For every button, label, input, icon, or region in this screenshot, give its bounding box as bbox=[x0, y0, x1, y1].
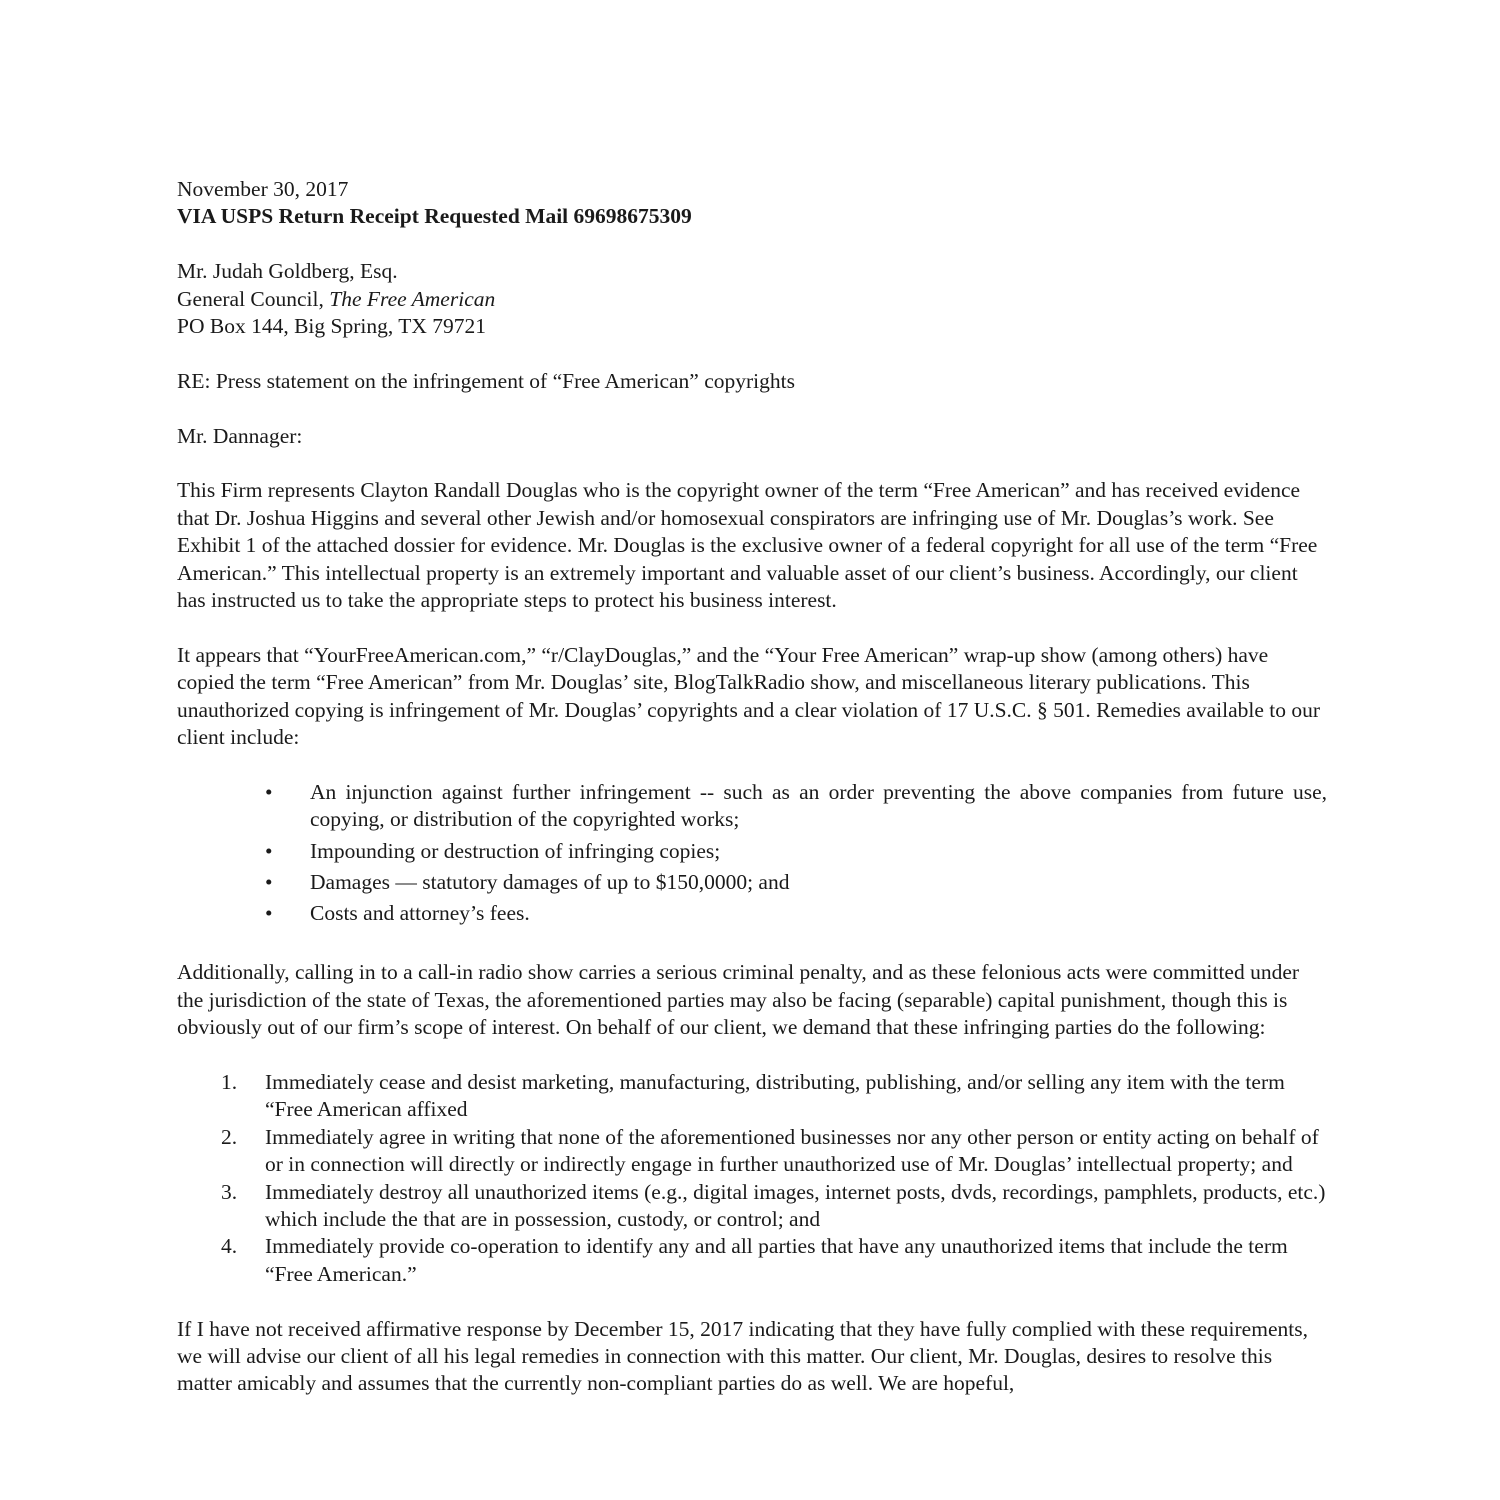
demand-text: Immediately destroy all unauthorized items (e.g., digital images, internet posts, dvds, recordings, pamphlets, products, etc.) which include the that are in possession, custody, or control; and bbox=[265, 1179, 1326, 1231]
spacer bbox=[177, 932, 1327, 959]
demand-number: 3. bbox=[221, 1179, 238, 1204]
spacer bbox=[177, 450, 1327, 477]
spacer bbox=[177, 1288, 1327, 1315]
salutation: Mr. Dannager: bbox=[177, 423, 303, 448]
demand-item bbox=[177, 1179, 1327, 1234]
demand-text: Immediately provide co-operation to identify any and all parties that have any unauthorized items that include the term “Free American.” bbox=[265, 1234, 1288, 1286]
recipient-publication: The Free American bbox=[329, 286, 496, 311]
delivery-method: VIA USPS Return Receipt Requested Mail 69698675309 bbox=[177, 204, 692, 229]
demand-text: Immediately cease and desist marketing, manufacturing, distributing, publishing, and/or selling any item with the term “Free American affixed bbox=[265, 1069, 1285, 1122]
paragraph-representation: This Firm represents Clayton Randall Douglas who is the copyright owner of the term “Free American” and has received evidence that Dr. Joshua Higgins and several other Jewish and/or homosexual conspirators are infringing use of Mr. Douglas’s work. See Exhibit 1 of the attached dossier for evidence. Mr. Douglas is the exclusive owner of a federal copyright for all use of the term “Free American.” This intellectual property is an extremely important and valuable asset of our client’s business. Accordingly, our client has instructed us to take the appropriate steps to protect his business interest. bbox=[177, 478, 1318, 613]
demand-number: 4. bbox=[221, 1234, 238, 1259]
letter-date: November 30, 2017 bbox=[177, 177, 349, 201]
bullet-icon: • bbox=[265, 838, 273, 863]
spacer bbox=[177, 1041, 1327, 1068]
spacer bbox=[177, 614, 1327, 641]
recipient-title-prefix: General Council, bbox=[177, 286, 330, 311]
remedy-item bbox=[177, 838, 1327, 865]
recipient-address: PO Box 144, Big Spring, TX 79721 bbox=[177, 314, 486, 339]
remedy-item bbox=[177, 869, 1327, 896]
spacer bbox=[177, 340, 1327, 367]
demand-item bbox=[177, 1069, 1327, 1124]
remedy-text: Impounding or destruction of infringing copies; bbox=[310, 838, 721, 863]
spacer bbox=[177, 395, 1327, 422]
demand-item bbox=[177, 1233, 1327, 1288]
recipient-name: Mr. Judah Goldberg, Esq. bbox=[177, 259, 398, 284]
paragraph-deadline: If I have not received affirmative response by December 15, 2017 indicating that they have fully complied with these requirements, we will advise our client of all his legal remedies in connection with this matter. Our client, Mr. Douglas, desires to resolve this matter amicably and assumes that the currently non-compliant parties do as well. We are hopeful, bbox=[177, 1316, 1308, 1396]
demand-text: Immediately agree in writing that none of the aforementioned businesses nor any other person or entity acting on behalf of or in connection will directly or indirectly engage in further unauthorized use of Mr. Douglas’ intellectual property; and bbox=[265, 1124, 1319, 1177]
paragraph-demands-intro: Additionally, calling in to a call-in radio show carries a serious criminal penalty, and as these felonious acts were committed under the jurisdiction of the state of Texas, the aforementioned parties may also be facing (separable) capital punishment, though this is obviously out of our firm’s scope of interest. On behalf of our client, we demand that these infringing parties do the following: bbox=[177, 960, 1300, 1040]
remedy-text: An injunction against further infringement -- such as an order preventing the above companies from future use, copying, or distribution of the copyrighted works; bbox=[310, 779, 1327, 832]
spacer bbox=[177, 751, 1327, 778]
bullet-icon: • bbox=[265, 901, 273, 926]
demand-number: 1. bbox=[221, 1069, 238, 1094]
recipient-block bbox=[177, 258, 1327, 340]
letter-page bbox=[177, 176, 1327, 1398]
remedy-item bbox=[177, 900, 1327, 927]
remedies-list bbox=[177, 779, 1327, 928]
bullet-icon: • bbox=[265, 779, 273, 804]
demands-list bbox=[177, 1069, 1327, 1288]
spacer bbox=[177, 231, 1327, 258]
remedy-item bbox=[177, 779, 1327, 834]
bullet-icon: • bbox=[265, 870, 273, 895]
remedy-text: Costs and attorney’s fees. bbox=[310, 901, 530, 926]
recipient-title bbox=[177, 286, 1327, 313]
remedy-text: Damages — statutory damages of up to $150,0000; and bbox=[310, 870, 790, 895]
re-line: RE: Press statement on the infringement of “Free American” copyrights bbox=[177, 368, 795, 393]
paragraph-infringement: It appears that “YourFreeAmerican.com,” “r/ClayDouglas,” and the “Your Free American” wrap-up show (among others) have copied the term “Free American” from Mr. Douglas’ site, BlogTalkRadio show, and miscellaneous literary publications. This unauthorized copying is infringement of Mr. Douglas’ copyrights and a clear violation of 17 U.S.C. § 501. Remedies available to our client include: bbox=[177, 642, 1321, 750]
demand-number: 2. bbox=[221, 1124, 238, 1149]
demand-item bbox=[177, 1124, 1327, 1179]
